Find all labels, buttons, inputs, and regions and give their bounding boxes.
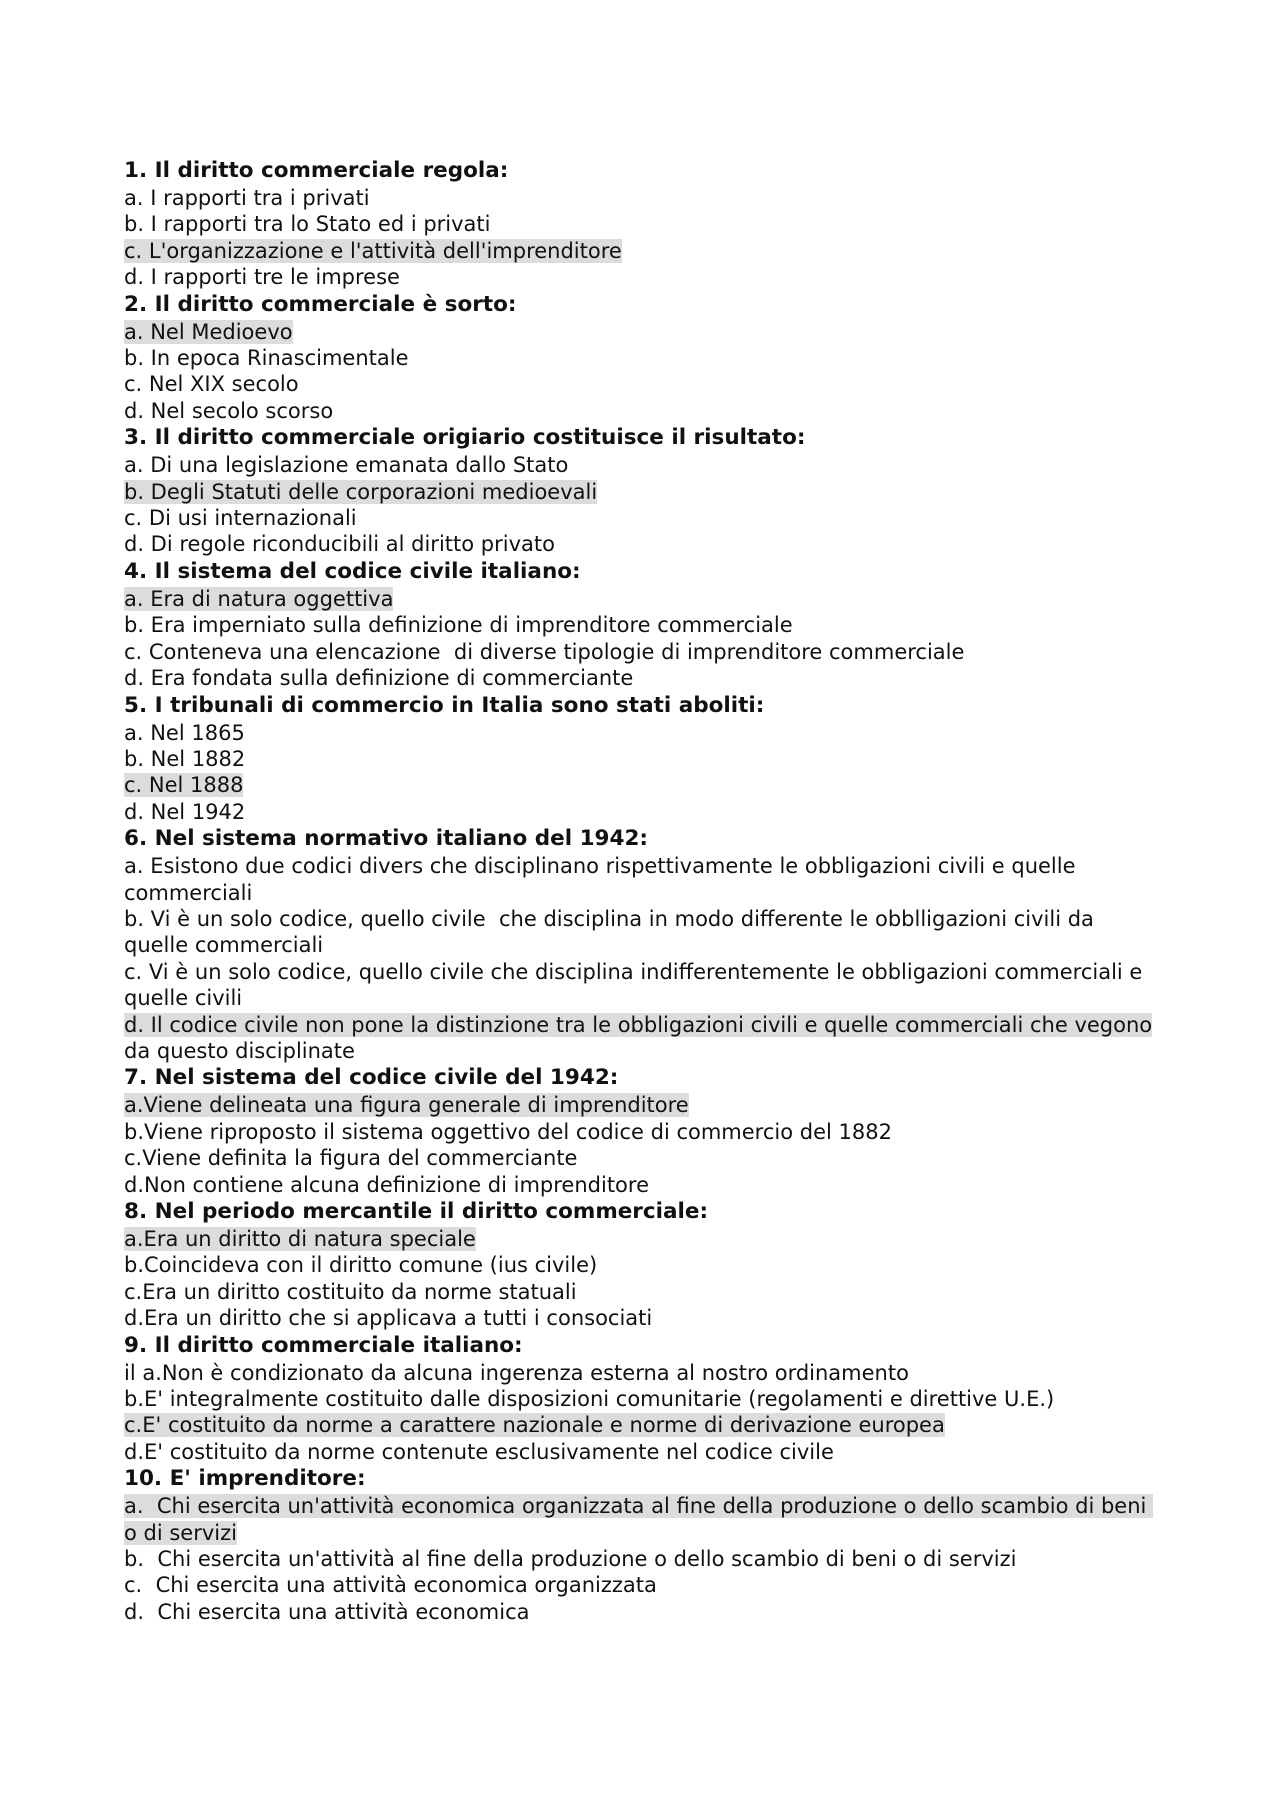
answer-rest-part: da questo disciplinate (124, 1038, 355, 1063)
answer-text: a. Era di natura oggettiva (124, 586, 394, 611)
answer-text: c. Nel XIX secolo (124, 372, 299, 397)
answer-option (124, 345, 1164, 371)
answer-option (124, 531, 1164, 557)
answer-option (124, 371, 1164, 397)
question-title: 2. Il diritto commerciale è sorto: (124, 291, 517, 317)
answer-option (124, 505, 1164, 531)
answer-text: b. Vi è un solo codice, quello civile che disciplina in modo differente le obblligazioni civili da quelle commerciali (124, 906, 1101, 958)
answer-text: c. Nel 1888 (124, 773, 244, 798)
answer-text: d.E' costituito da norme contenute esclusivamente nel codice civile (124, 1439, 834, 1464)
answer-option (124, 799, 1164, 825)
answer-option (124, 639, 1164, 665)
answer-text: il a.Non è condizionato da alcuna ingerenza esterna al nostro ordinamento (124, 1360, 909, 1385)
answer-option (124, 398, 1164, 424)
answer-option (124, 452, 1164, 478)
answer-text: a. I rapporti tra i privati (124, 186, 370, 210)
answer-option (124, 1305, 1164, 1331)
answer-text: b. I rapporti tra lo Stato ed i privati (124, 212, 491, 237)
answer-text: c. Conteneva una elencazione di diverse tipologie di imprenditore commerciale (124, 639, 965, 664)
answer-option-highlighted (124, 238, 1164, 264)
answer-text: c. Chi esercita una attività economica organizzata (124, 1573, 657, 1598)
answer-option (124, 211, 1164, 237)
answer-text: a. Nel Medioevo (124, 319, 293, 344)
answer-option-highlighted (124, 1493, 1164, 1546)
question-title: 1. Il diritto commerciale regola: (124, 158, 509, 183)
answer-option (124, 612, 1164, 638)
answer-option (124, 665, 1164, 691)
answer-text: c. Di usi internazionali (124, 506, 357, 531)
answer-text: d. Era fondata sulla definizione di commerciante (124, 666, 634, 691)
answer-text: c.E' costituito da norme a carattere nazionale e norme di derivazione europea (124, 1413, 945, 1438)
answer-text: a.Viene delineata una figura generale di imprenditore (124, 1093, 689, 1118)
answer-option (124, 1279, 1164, 1305)
answer-option-highlighted (124, 1092, 1164, 1118)
answer-option-highlighted (124, 479, 1164, 505)
answer-text: d.Non contiene alcuna definizione di imprenditore (124, 1172, 649, 1197)
answer-text: a. Di una legislazione emanata dallo Stato (124, 453, 569, 478)
answer-option (124, 1145, 1164, 1171)
answer-option-highlighted (124, 772, 1164, 798)
answer-text: d. Chi esercita una attività economica (124, 1599, 530, 1624)
answer-text: a. Esistono due codici divers che disciplinano rispettivamente le obbligazioni civili e quelle commerciali (124, 854, 1083, 905)
answer-option (124, 264, 1164, 290)
question-title: 9. Il diritto commerciale italiano: (124, 1332, 523, 1358)
question-title: 3. Il diritto commerciale origiario costituisce il risultato: (124, 425, 806, 451)
question-title: 5. I tribunali di commercio in Italia sono stati aboliti: (124, 692, 765, 718)
answer-option (124, 1252, 1164, 1278)
answer-text: b. Nel 1882 (124, 746, 246, 771)
answer-option (124, 720, 1164, 746)
answer-text: d. I rapporti tre le imprese (124, 265, 400, 290)
question-title: 6. Nel sistema normativo italiano del 1942: (124, 826, 648, 852)
answer-option (124, 1546, 1164, 1572)
question-title: 8. Nel periodo mercantile il diritto commerciale: (124, 1199, 709, 1224)
answer-option-highlighted (124, 1412, 1164, 1438)
answer-text: d. Nel secolo scorso (124, 398, 334, 423)
question-title: 4. Il sistema del codice civile italiano: (124, 558, 581, 584)
answer-option (124, 1572, 1164, 1598)
answer-text: a. Nel 1865 (124, 720, 245, 745)
answer-option (124, 1599, 1164, 1625)
answer-option-highlighted (124, 1012, 1164, 1065)
answer-text: d.Era un diritto che si applicava a tutti i consociati (124, 1306, 653, 1331)
answer-text: a. Chi esercita un'attività economica organizzata al fine della produzione o dello scambio di beni o di servizi (124, 1494, 1154, 1545)
answer-option (124, 1386, 1164, 1412)
answer-option (124, 959, 1164, 1012)
highlighted-answer-part: d. Il codice civile non pone la distinzione tra le obbligazioni civili e quelle commerciali che vegono (124, 1012, 1153, 1037)
answer-option (124, 906, 1164, 959)
question-title: 10. E' imprenditore: (124, 1466, 366, 1492)
answer-text: b.Coincideva con il diritto comune (ius civile) (124, 1253, 598, 1278)
answer-text: b. Era imperniato sulla definizione di imprenditore commerciale (124, 613, 793, 638)
answer-option (124, 1360, 1164, 1386)
answer-text: b.E' integralmente costituito dalle disposizioni comunitarie (regolamenti e direttive U.E.) (124, 1387, 1055, 1412)
answer-text: c. Vi è un solo codice, quello civile che disciplina indifferentemente le obbligazioni commerciali e quelle civili (124, 959, 1150, 1011)
answer-text: b.Viene riproposto il sistema oggettivo del codice di commercio del 1882 (124, 1119, 892, 1144)
question-title: 7. Nel sistema del codice civile del 1942: (124, 1065, 619, 1091)
answer-option (124, 853, 1164, 906)
answer-text: d. Nel 1942 (124, 799, 246, 824)
quiz-document (124, 157, 1164, 1625)
answer-option-highlighted (124, 1226, 1164, 1252)
answer-text: c. L'organizzazione e l'attività dell'imprenditore (124, 238, 622, 263)
answer-text: c.Viene definita la figura del commerciante (124, 1146, 578, 1171)
answer-text: a.Era un diritto di natura speciale (124, 1227, 476, 1251)
answer-option-highlighted (124, 319, 1164, 345)
answer-option-highlighted (124, 586, 1164, 612)
answer-text: b. In epoca Rinascimentale (124, 346, 409, 371)
answer-text: b. Degli Statuti delle corporazioni medioevali (124, 479, 598, 504)
answer-option (124, 185, 1164, 211)
answer-text: c.Era un diritto costituito da norme statuali (124, 1279, 577, 1304)
answer-option (124, 746, 1164, 772)
answer-option (124, 1439, 1164, 1465)
answer-option (124, 1172, 1164, 1198)
answer-option (124, 1119, 1164, 1145)
answer-text: d. Di regole riconducibili al diritto privato (124, 532, 555, 557)
answer-text: b. Chi esercita un'attività al fine della produzione o dello scambio di beni o di servizi (124, 1547, 1017, 1572)
